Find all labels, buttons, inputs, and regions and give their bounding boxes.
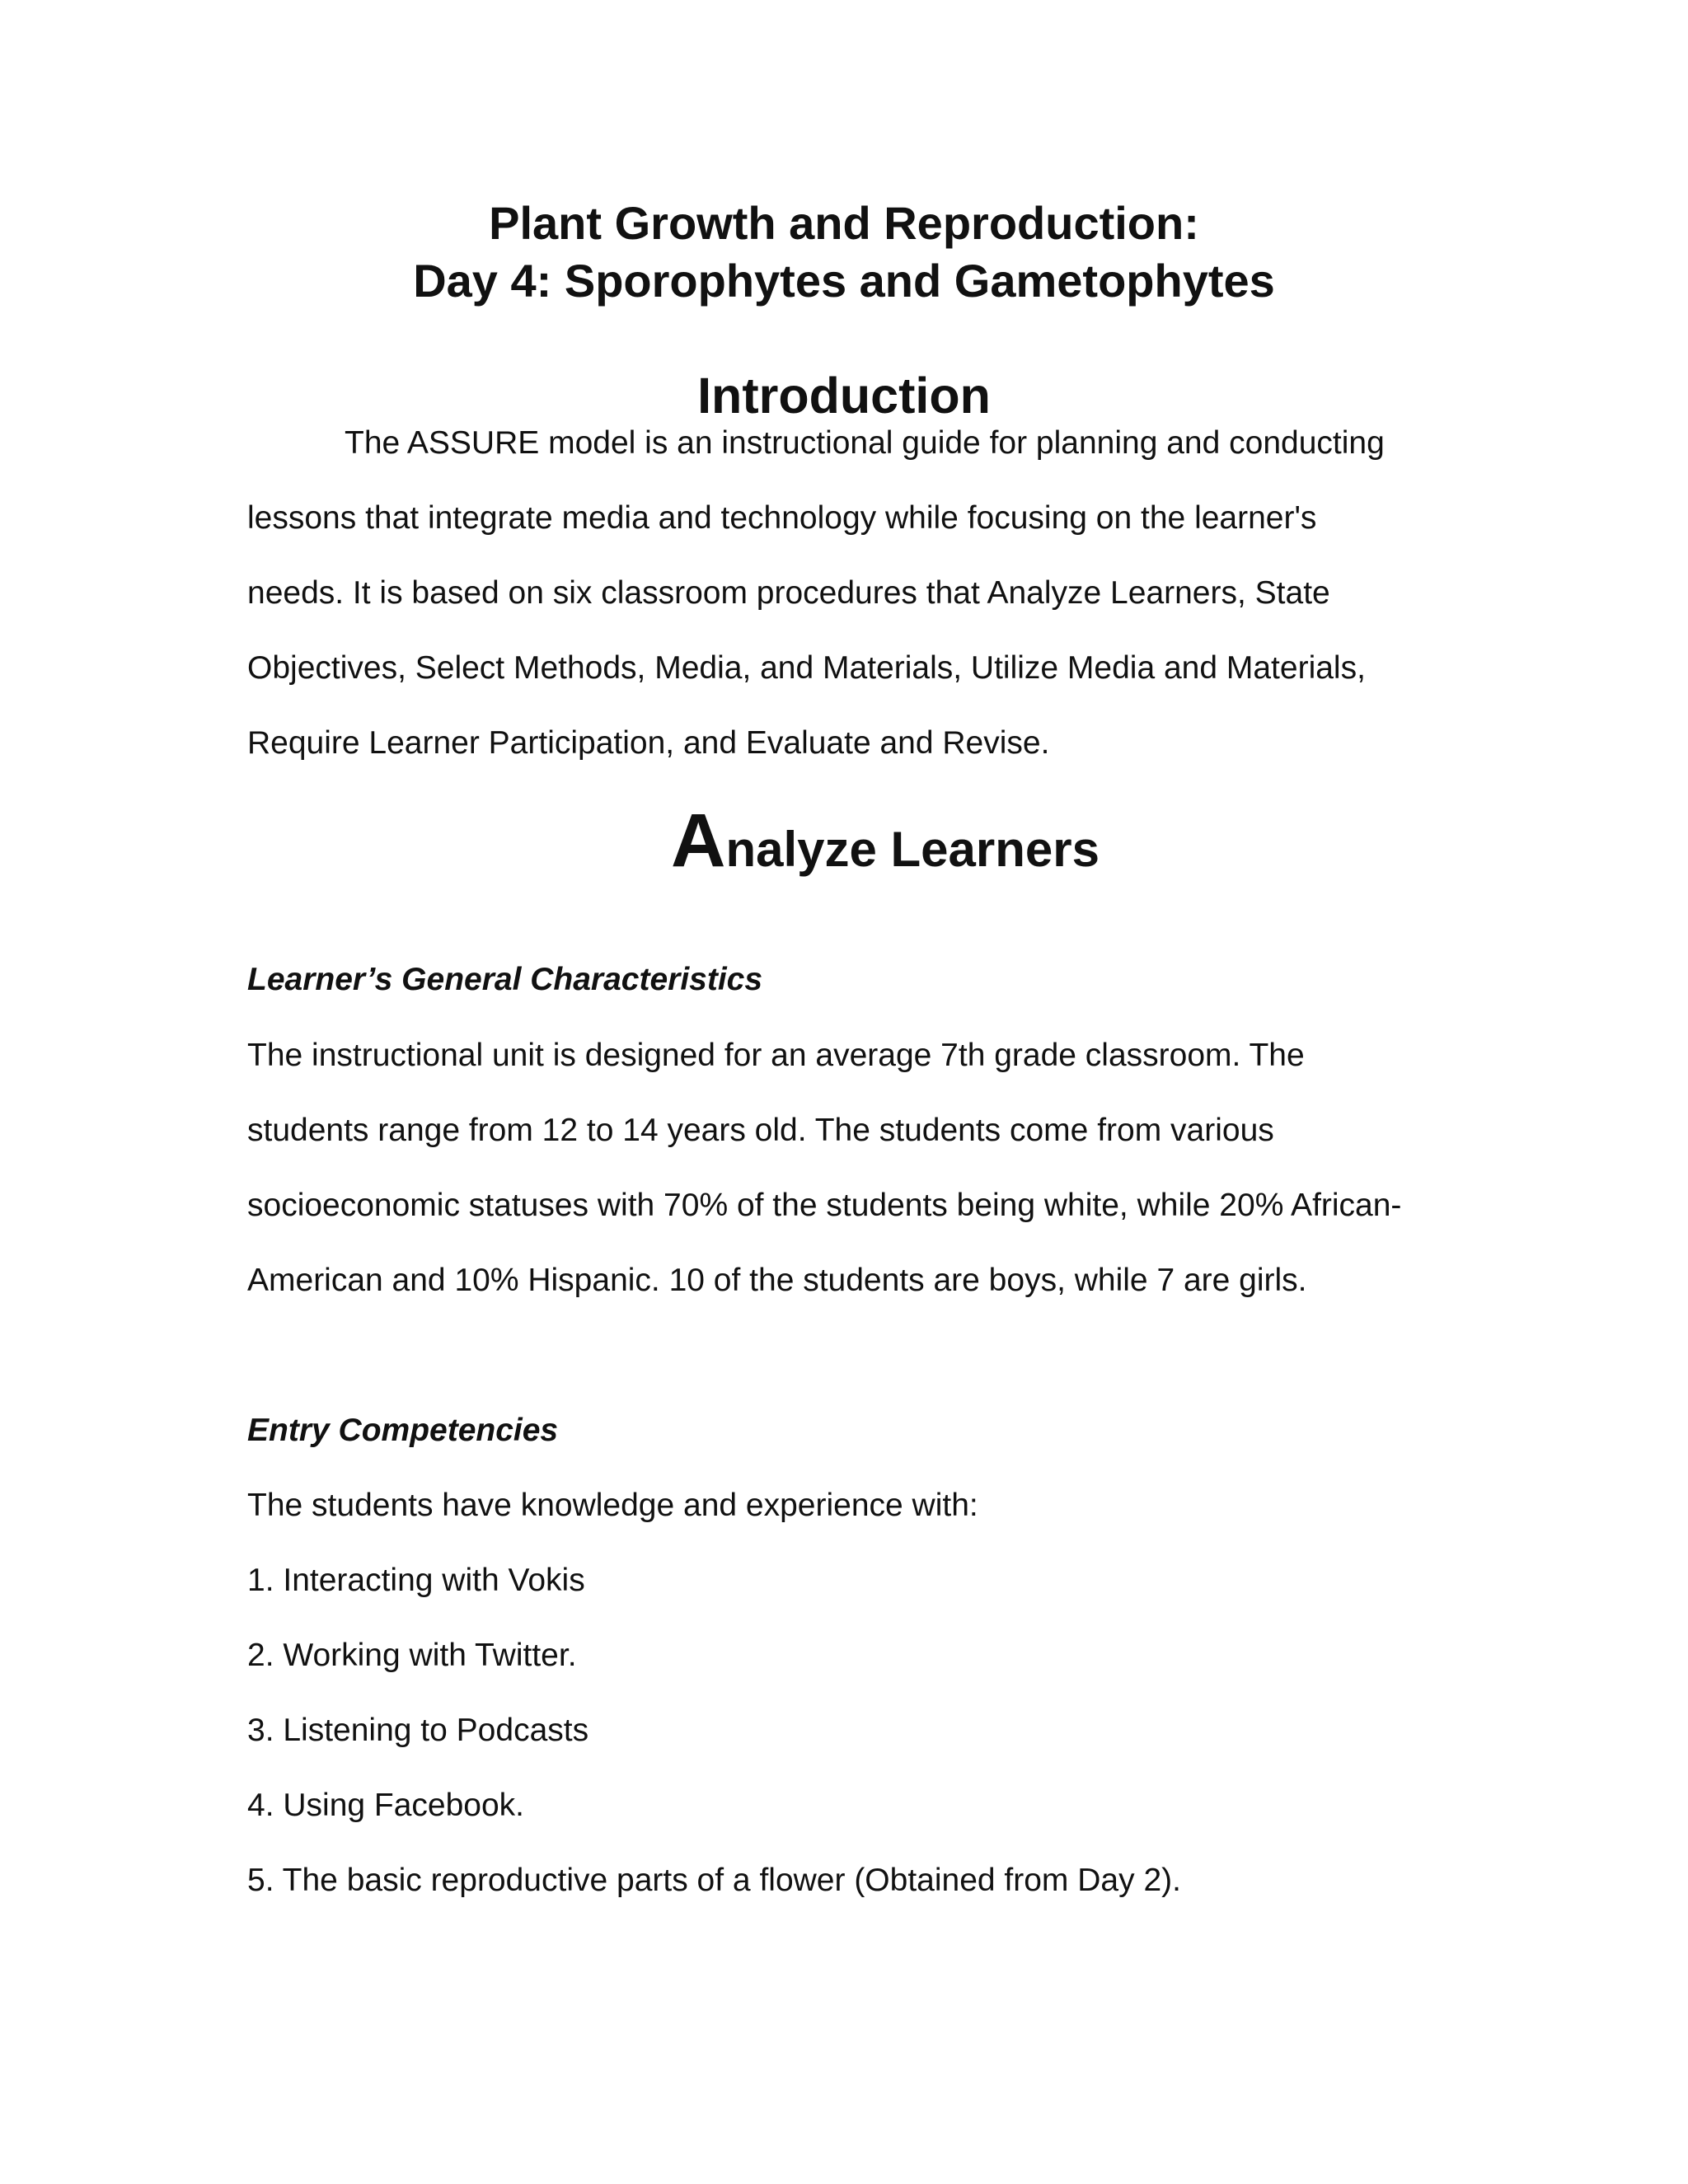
list-item: 3. Listening to Podcasts: [247, 1713, 589, 1748]
general-characteristics-line-2: students range from 12 to 14 years old. The students come from various: [247, 1113, 1274, 1148]
introduction-line-3: needs. It is based on six classroom procedures that Analyze Learners, State: [247, 575, 1330, 611]
general-characteristics-line-1: The instructional unit is designed for an average 7th grade classroom. The: [247, 1038, 1305, 1073]
list-item: 4. Using Facebook.: [247, 1788, 525, 1823]
list-item: 2. Working with Twitter.: [247, 1638, 577, 1673]
general-characteristics-line-3: socioeconomic statuses with 70% of the students being white, while 20% African-: [247, 1188, 1402, 1223]
analyze-learners-heading-initial: A: [670, 799, 726, 883]
general-characteristics-heading: Learner’s General Characteristics: [247, 962, 763, 997]
entry-competencies-intro: The students have knowledge and experience with:: [247, 1488, 978, 1523]
introduction-line-2: lessons that integrate media and technology while focusing on the learner's: [247, 500, 1317, 536]
general-characteristics-line-4: American and 10% Hispanic. 10 of the students are boys, while 7 are girls.: [247, 1263, 1307, 1298]
entry-competencies-heading: Entry Competencies: [247, 1413, 559, 1448]
analyze-learners-heading-rest: nalyze Learners: [725, 822, 1100, 877]
introduction-line-1: The ASSURE model is an instructional guide for planning and conducting: [345, 425, 1385, 461]
list-item: 1. Interacting with Vokis: [247, 1563, 585, 1598]
analyze-learners-heading: [0, 795, 1688, 895]
document-title-line-2: Day 4: Sporophytes and Gametophytes: [413, 255, 1275, 307]
document-title-line-1: Plant Growth and Reproduction:: [489, 197, 1199, 249]
introduction-line-4: Objectives, Select Methods, Media, and Materials, Utilize Media and Materials,: [247, 650, 1366, 686]
list-item: 5. The basic reproductive parts of a flower (Obtained from Day 2).: [247, 1863, 1181, 1898]
introduction-heading: Introduction: [697, 368, 991, 424]
introduction-line-5: Require Learner Participation, and Evaluate and Revise.: [247, 725, 1050, 761]
